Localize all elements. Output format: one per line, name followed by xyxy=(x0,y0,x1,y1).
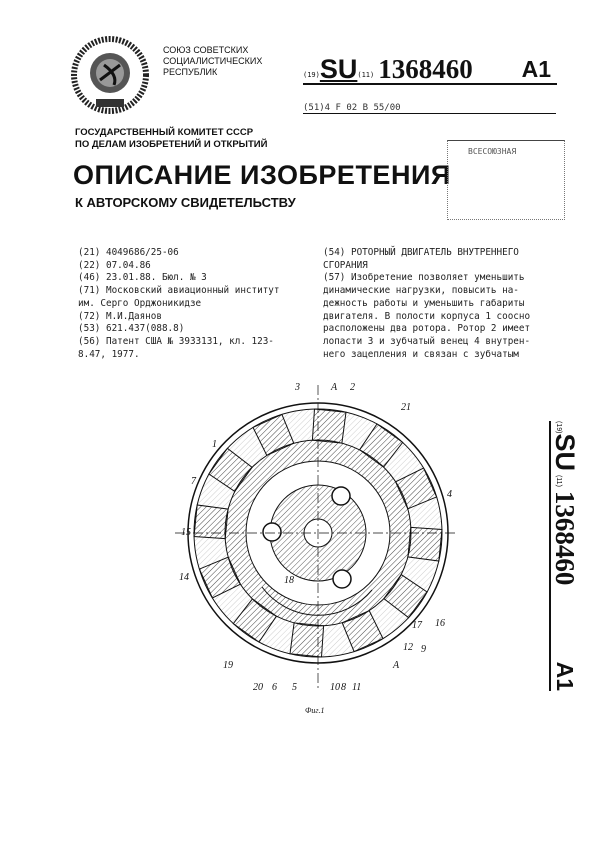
abstract-line: него зацепления и связан с зубчатым xyxy=(323,348,519,360)
side-publication-number xyxy=(530,420,600,690)
code-19: (19) xyxy=(303,71,320,79)
biblio-line: (71) Московский авиационный институт xyxy=(78,285,280,297)
roller xyxy=(333,570,351,588)
committee xyxy=(75,127,267,151)
label-14: 14 xyxy=(179,572,189,583)
library-stamp xyxy=(447,140,565,220)
label-11: 11 xyxy=(352,682,362,693)
bibliographic-data xyxy=(78,247,298,361)
label-7: 7 xyxy=(191,476,196,487)
union-line: СОЮЗ СОВЕТСКИХ xyxy=(163,45,249,55)
side-code-11: (11) xyxy=(555,474,562,487)
biblio-line: (56) Патент США № 3933131, кл. 123- xyxy=(78,335,274,347)
ussr-emblem xyxy=(70,35,150,115)
roller xyxy=(332,487,350,505)
side-code-19: (19) xyxy=(555,421,562,434)
label-15: 15 xyxy=(181,527,191,538)
publication-number xyxy=(303,53,557,85)
biblio-line: им. Серго Орджоникидзе xyxy=(78,297,202,309)
abstract-line: СГОРАНИЯ xyxy=(323,259,368,271)
abstract-line: двигателя. В полости корпуса 1 соосно xyxy=(323,310,531,322)
engine-drawing xyxy=(170,370,460,720)
abstract-line: расположены два ротора. Ротор 2 имеет xyxy=(323,323,531,335)
label-18: 18 xyxy=(284,575,294,586)
side-kind-code: A1 xyxy=(552,661,578,691)
biblio-line: (72) М.И.Даянов xyxy=(78,310,162,322)
side-country-code: SU xyxy=(550,433,580,471)
label-A-section-2: A xyxy=(393,660,400,671)
label-1: 1 xyxy=(212,439,217,450)
blade xyxy=(312,409,346,443)
figure-caption: Фиг.1 xyxy=(305,706,325,715)
label-20: 20 xyxy=(253,682,263,693)
ipc-class: (51)4 F 02 B 55/00 xyxy=(303,103,556,114)
code-11: (11) xyxy=(357,71,375,79)
stamp-text: ВСЕСОЮЗНАЯ xyxy=(468,147,517,156)
biblio-line: (22) 07.04.86 xyxy=(78,259,151,271)
union-line: СОЦИАЛИСТИЧЕСКИХ xyxy=(163,56,263,66)
patent-number: 1368460 xyxy=(378,54,473,84)
abstract-line: лопасти 3 и зубчатый венец 4 внутрен- xyxy=(323,335,531,347)
label-9: 9 xyxy=(421,644,426,655)
label-17: 17 xyxy=(412,620,422,631)
country-code: SU xyxy=(319,54,358,84)
label-16: 16 xyxy=(435,618,445,629)
biblio-line: (53) 621.437(088.8) xyxy=(78,323,185,335)
label-2: 2 xyxy=(350,382,355,393)
union-line: РЕСПУБЛИК xyxy=(163,67,218,77)
label-21: 21 xyxy=(401,402,411,413)
blade xyxy=(194,505,228,539)
blade xyxy=(290,623,324,657)
abstract-line: (54) РОТОРНЫЙ ДВИГАТЕЛЬ ВНУТРЕННЕГО xyxy=(323,247,519,258)
roller xyxy=(263,523,281,541)
document-title: ОПИСАНИЕ ИЗОБРЕТЕНИЯ xyxy=(73,160,451,190)
abstract xyxy=(323,247,553,361)
label-12: 12 xyxy=(403,642,413,653)
label-8: 8 xyxy=(341,682,346,693)
label-3: 3 xyxy=(295,382,300,393)
abstract-line: динамические нагрузки, повысить на- xyxy=(323,285,519,297)
label-A-section: A xyxy=(331,382,338,393)
label-5: 5 xyxy=(292,682,297,693)
blade xyxy=(408,527,442,561)
label-6: 6 xyxy=(272,682,277,693)
label-4: 4 xyxy=(447,489,452,500)
biblio-line: 8.47, 1977. xyxy=(78,348,140,360)
biblio-line: (46) 23.01.88. Бюл. № 3 xyxy=(78,272,207,284)
union-name xyxy=(163,45,262,78)
biblio-line: (21) 4049686/25-06 xyxy=(78,247,179,258)
committee-line: ПО ДЕЛАМ ИЗОБРЕТЕНИЙ И ОТКРЫТИЙ xyxy=(75,139,268,150)
abstract-line: (57) Изобретение позволяет уменьшить xyxy=(323,272,525,284)
kind-code: A1 xyxy=(521,56,551,82)
committee-line: ГОСУДАРСТВЕННЫЙ КОМИТЕТ СССР xyxy=(75,127,254,138)
label-19: 19 xyxy=(223,660,233,671)
label-10: 10 xyxy=(330,682,340,693)
document-subtitle: К АВТОРСКОМУ СВИДЕТЕЛЬСТВУ xyxy=(75,195,296,210)
abstract-line: дежность работы и уменьшить габариты xyxy=(323,297,525,309)
side-patent-number: 1368460 xyxy=(550,490,580,586)
